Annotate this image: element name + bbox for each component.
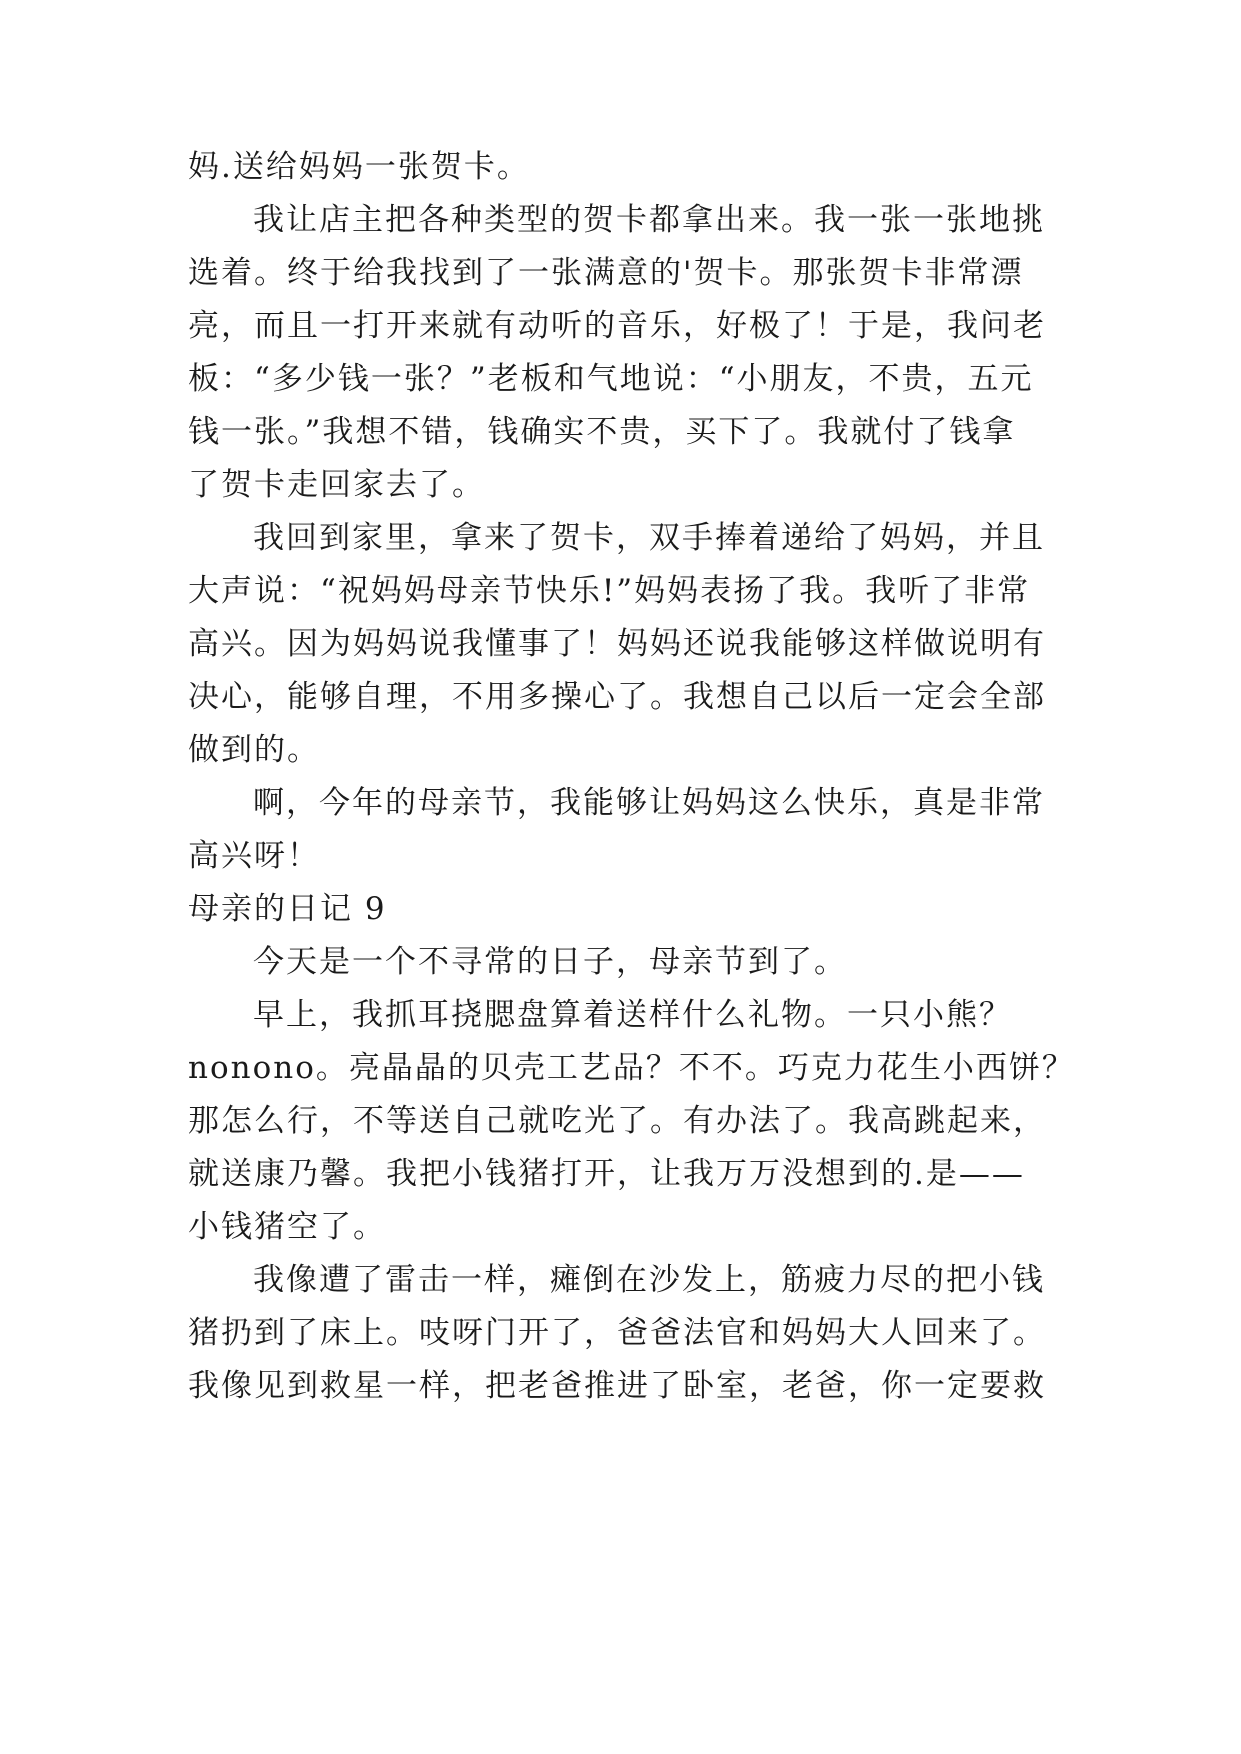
- text-line: 了贺卡走回家去了。: [188, 467, 485, 503]
- text-line: 那怎么行，不等送自己就吃光了。有办法了。我高跳起来，: [188, 1103, 1046, 1139]
- text-line: 我让店主把各种类型的贺卡都拿出来。我一张一张地挑: [253, 202, 1045, 238]
- text-line: 猪扔到了床上。吱呀门开了，爸爸法官和妈妈大人回来了。: [188, 1315, 1046, 1351]
- text-line: 决心，能够自理，不用多操心了。我想自己以后一定会全部: [188, 679, 1046, 715]
- text-line: nonono。亮晶晶的贝壳工艺品？不不。巧克力花生小西饼？: [188, 1050, 1075, 1086]
- text-line: 今天是一个不寻常的日子，母亲节到了。: [253, 944, 847, 980]
- text-line: 我像遭了雷击一样，瘫倒在沙发上，筋疲力尽的把小钱: [253, 1262, 1045, 1298]
- text-line: 高兴。因为妈妈说我懂事了！妈妈还说我能够这样做说明有: [188, 626, 1046, 662]
- text-line: 选着。终于给我找到了一张满意的'贺卡。那张贺卡非常漂: [188, 255, 1024, 291]
- text-line: 小钱猪空了。: [188, 1209, 386, 1245]
- text-line: 我像见到救星一样，把老爸推进了卧室，老爸，你一定要救: [188, 1368, 1046, 1404]
- text-line: 做到的。: [188, 732, 320, 768]
- text-line: 我回到家里，拿来了贺卡，双手捧着递给了妈妈，并且: [253, 520, 1045, 556]
- text-line: 啊，今年的母亲节，我能够让妈妈这么快乐，真是非常: [253, 785, 1045, 821]
- text-line: 高兴呀！: [188, 838, 320, 874]
- text-line: 钱一张。”我想不错，钱确实不贵，买下了。我就付了钱拿: [188, 414, 1016, 450]
- section-heading: 母亲的日记 9: [188, 891, 387, 927]
- text-line: 大声说：“祝妈妈母亲节快乐!”妈妈表扬了我。我听了非常: [188, 573, 1031, 609]
- text-line: 板：“多少钱一张？”老板和气地说：“小朋友，不贵，五元: [188, 361, 1034, 397]
- text-line: 亮，而且一打开来就有动听的音乐，好极了！于是，我问老: [188, 308, 1046, 344]
- text-line: 妈.送给妈妈一张贺卡。: [188, 149, 530, 185]
- text-line: 就送康乃馨。我把小钱猪打开，让我万万没想到的.是——: [188, 1156, 1025, 1192]
- text-line: 早上，我抓耳挠腮盘算着送样什么礼物。一只小熊？: [253, 997, 1012, 1033]
